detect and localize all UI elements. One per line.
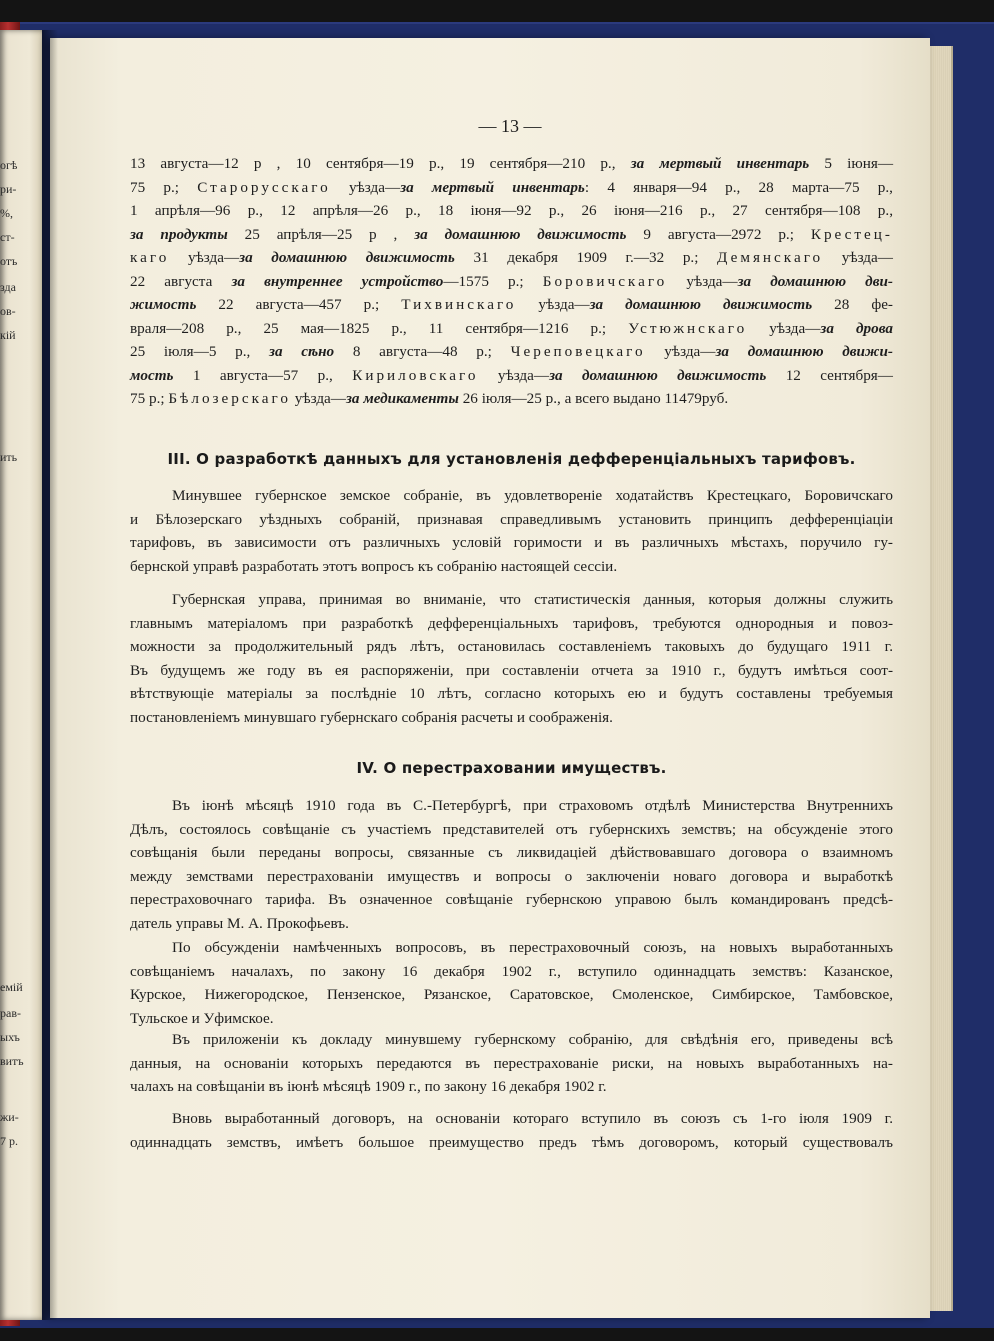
text-run: 9 августа—2972 р.;	[626, 225, 811, 243]
page-number: — 13 —	[478, 116, 542, 136]
text-run: уѣзда—	[478, 366, 550, 384]
text-line: Въ приложеніи къ докладу минувшему губернскому собранію, для свѣдѣнія его, приведены всѣ	[172, 1031, 893, 1048]
text-run: уѣзда—	[330, 178, 401, 196]
text-run: 28 фе-	[812, 296, 893, 313]
text-line: Въ будущемъ же году въ ея распоряженіи, при составленіи отчета за 1910 г., будутъ имѣться соот-	[130, 661, 893, 679]
text-run: уѣзда—	[169, 249, 240, 266]
text-run: 25 іюля—5 р.,	[130, 343, 270, 360]
previous-page-fragment: ов-	[0, 304, 16, 318]
paragraph-4b	[130, 936, 893, 1030]
previous-page-fragment: отъ	[0, 254, 18, 268]
text-run: уѣзда—	[747, 319, 821, 337]
text-run: уѣзда—	[516, 296, 590, 313]
text-line: Тульское и Уфимское.	[130, 1009, 274, 1027]
text-line	[130, 246, 893, 270]
text-line	[130, 387, 893, 411]
text-line: Минувшее губернское земское собраніе, въ удовлетвореніе ходатайствъ Крестецкаго, Боровичскаго	[172, 487, 893, 504]
text-run: Крестец-	[810, 225, 893, 243]
text-line	[130, 293, 893, 317]
text-run: за медикаменты	[346, 390, 459, 407]
previous-page-fragment: кій	[0, 328, 16, 342]
paragraph-3b	[130, 588, 893, 729]
text-run: каго	[130, 249, 170, 266]
text-run: уѣзда—	[290, 390, 346, 407]
text-line: данныя, на основаніи которыхъ передаются въ перестрахованіе риски, на новыхъ выработанныхъ на-	[130, 1054, 893, 1072]
text-line: тарифовъ, въ зависимости отъ различныхъ условій горимости и въ различныхъ мѣстахъ, поручило гу-	[130, 534, 893, 551]
paragraph-4d	[130, 1107, 893, 1154]
text-line: постановленіемъ минувшаго губернскаго собранія расчеты и соображенія.	[130, 708, 613, 726]
text-run: 22 августа	[130, 272, 232, 290]
text-run: Тихвинскаго	[401, 296, 517, 313]
section-expenses-text	[130, 152, 893, 411]
text-line: Дѣлъ, состоялось совѣщаніе съ участіемъ представителей отъ губернскихъ земствъ; на обсужденіе этого	[130, 820, 893, 838]
text-run: за дрова	[820, 319, 893, 337]
text-run: за сѣно	[269, 343, 335, 360]
text-line: совѣщанія были переданы вопросы, связанные съ ликвидаціей дѣйствовавшаго договора о взаимномъ	[130, 844, 893, 861]
text-run: 1 августа—57 р.,	[173, 366, 353, 384]
text-line: чалахъ на совѣщаніи въ іюнѣ мѣсяцѣ 1909 г., по закону 16 декабря 1902 г.	[130, 1078, 607, 1095]
text-run: за продукты	[130, 225, 228, 243]
previous-page-edge	[0, 30, 42, 1320]
text-line: можности за продолжительный рядъ лѣтъ, остановилась составленіемъ таковыхъ до будущаго 1911 г.	[130, 638, 893, 655]
text-line: между земствами перестрахованіи имуществъ и вопросы о заключеніи новаго договора и выработкѣ	[130, 867, 893, 885]
gutter-shadow	[42, 30, 58, 1320]
text-run: за внутреннее устройство	[231, 272, 444, 290]
text-line: Курское, Нижегородское, Пензенское, Рязанское, Саратовское, Смоленское, Симбирское, Тамбовское,	[130, 986, 893, 1003]
text-run: жимость	[130, 296, 197, 313]
text-run: 22 августа—457 р.;	[196, 296, 402, 313]
previous-page-fragment: витъ	[0, 1054, 24, 1068]
text-line	[130, 340, 893, 364]
text-run: враля—208 р., 25 мая—1825 р., 11 сентября—1216 р.;	[130, 319, 629, 337]
text-line	[130, 317, 893, 341]
text-run: 31 декабря 1909 г.—32 р.;	[454, 249, 718, 266]
previous-page-fragment: жи-	[0, 1110, 19, 1124]
text-run: за домашнюю движи-	[715, 343, 893, 360]
text-run: уѣзда—	[667, 272, 738, 290]
previous-page-fragment: огѣ	[0, 158, 18, 172]
text-line: бернской управѣ разработать этотъ вопросъ къ собранію настоящей сессіи.	[130, 557, 618, 575]
text-line: По обсужденіи намѣченныхъ вопросовъ, въ перестраховочный союзъ, на новыхъ выработанныхъ	[172, 939, 893, 956]
text-run: Кириловскаго	[352, 366, 479, 384]
text-line	[130, 223, 893, 247]
text-line	[130, 364, 893, 388]
text-run: Череповецкаго	[510, 343, 646, 360]
text-run: 75 р.;	[130, 390, 169, 407]
text-run: 5 іюня—	[809, 155, 894, 172]
text-line: совѣщаніемъ началахъ, по закону 16 декабря 1902 г., вступило одиннадцать земствъ: Казанское,	[130, 962, 893, 980]
text-line: одиннадцать земствъ, имѣетъ большое преимущество предъ тѣмъ договоромъ, который существовалъ	[130, 1133, 893, 1151]
heading-section-3: III. О разработкѣ данныхъ для установленія дефференціальныхъ тарифовъ.	[167, 450, 856, 468]
text-run: Бѣлозерскаго	[168, 390, 291, 407]
text-run: мость	[130, 366, 174, 384]
text-run: 26 іюля—25 р., а всего выдано 11479руб.	[458, 390, 729, 407]
text-run: за мертвый инвентарь	[400, 178, 585, 196]
previous-page-fragment: ри-	[0, 182, 17, 196]
text-run: Старорусскаго	[197, 178, 331, 196]
previous-page-fragment: ыхъ	[0, 1030, 20, 1044]
text-run: 12 сентября—	[766, 366, 893, 384]
text-run: за домашнюю движимость	[414, 225, 627, 243]
paragraph-4c	[130, 1028, 893, 1099]
text-line: вѣтствующіе матеріалы за послѣдніе 10 лѣтъ, согласно которыхъ ею и будутъ составлены требуемыя	[130, 685, 893, 702]
text-run: Устюжнскаго	[628, 319, 748, 337]
text-line: главнымъ матеріаломъ при разработкѣ дефференціальныхъ тарифовъ, требуются однородныя и повоз-	[130, 614, 893, 632]
previous-page-fragment: 7 р.	[0, 1134, 18, 1148]
text-run: Боровичскаго	[542, 272, 668, 290]
text-run: за домашнюю движимость	[239, 249, 455, 266]
previous-page-fragment: рав-	[0, 1006, 21, 1020]
paragraph-3a	[130, 484, 893, 578]
text-run: 8 августа—48 р.;	[334, 343, 511, 360]
text-run: за домашнюю движимость	[549, 366, 767, 384]
text-run: 13 августа—12 р , 10 сентября—19 р., 19 сентября—210 р.,	[130, 155, 631, 172]
text-line	[130, 270, 893, 294]
paragraph-4a	[130, 794, 893, 935]
text-line	[130, 199, 893, 223]
text-run: уѣзда—	[823, 249, 893, 266]
text-line: Въ іюнѣ мѣсяцѣ 1910 года въ С.-Петербургѣ, при страховомъ отдѣлѣ Министерства Внутреннихъ	[172, 797, 893, 814]
previous-page-fragment: емій	[0, 980, 23, 994]
previous-page-fragment: %,	[0, 206, 13, 220]
text-line	[130, 152, 893, 176]
text-run: 25 апрѣля—25 р ,	[227, 225, 415, 243]
text-line: Губернская управа, принимая во вниманіе, что статистическія данныя, которыя должны служить	[172, 591, 893, 608]
text-run: —1575 р.;	[443, 272, 543, 290]
previous-page-fragment: зда	[0, 280, 16, 294]
text-run: за домашнюю движимость	[589, 296, 813, 313]
text-run: уѣзда—	[645, 343, 716, 360]
previous-page-fragment: ить	[0, 450, 18, 464]
previous-page-fragment: ст-	[0, 230, 15, 244]
text-run: за домашнюю дви-	[737, 272, 893, 290]
text-line: перестраховочнаго тарифа. Въ означенное совѣщаніе губернскою управою былъ командированъ предсѣ-	[130, 891, 893, 908]
text-run: 1 апрѣля—96 р., 12 апрѣля—26 р., 18 іюня—92 р., 26 іюня—216 р., 27 сентября—108 р.,	[130, 202, 893, 219]
text-run: 75 р.;	[130, 178, 198, 196]
document-page	[50, 38, 930, 1318]
text-line	[130, 176, 893, 200]
text-line: Вновь выработанный договоръ, на основаніи котораго вступило въ союзъ съ 1-го іюля 1909 г.	[172, 1110, 893, 1127]
text-line: датель управы М. А. Прокофьевъ.	[130, 914, 349, 932]
text-run: Демянскаго	[717, 249, 824, 266]
heading-section-4: IV. О перестраховании имуществъ.	[356, 759, 667, 777]
text-run: за мертвый инвентарь	[630, 155, 810, 172]
text-run: : 4 января—94 р., 28 марта—75 р.,	[584, 178, 893, 196]
text-line: и Бѣлозерскаго уѣздныхъ собраній, признавая справедливымъ установить принципъ дефференціаціи	[130, 510, 893, 528]
